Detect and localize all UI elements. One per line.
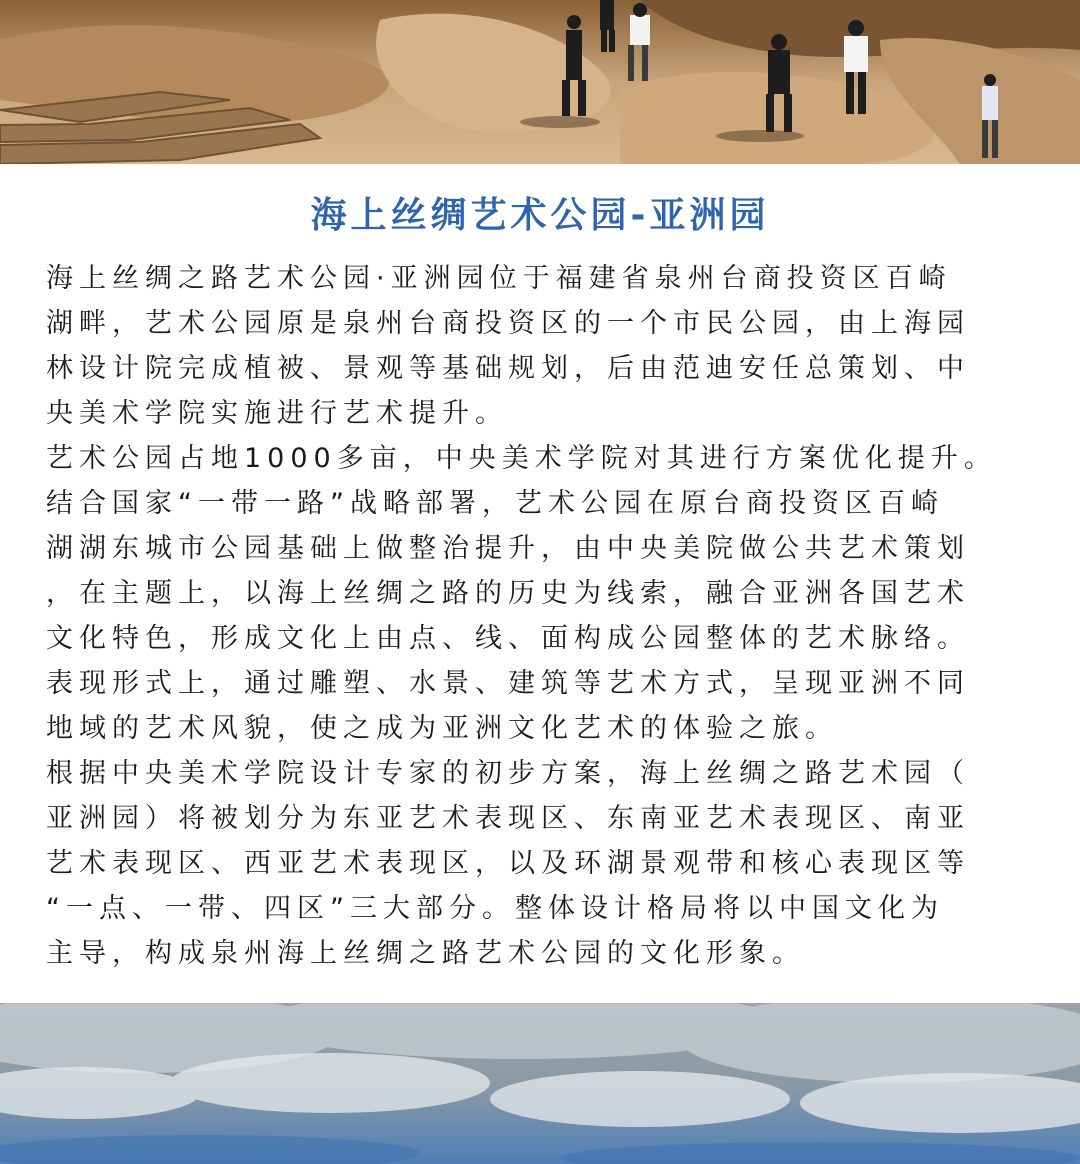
body-line: 艺术表现区、西亚艺术表现区，以及环湖景观带和核心表现区等 <box>46 848 970 879</box>
body-line: 海上丝绸之路艺术公园·亚洲园位于福建省泉州台商投资区百崎 <box>46 263 952 294</box>
body-line: 主导，构成泉州海上丝绸之路艺术公园的文化形象。 <box>46 938 805 969</box>
article-body <box>46 256 1046 976</box>
body-line: 结合国家“一带一路”战略部署，艺术公园在原台商投资区百崎 <box>46 488 944 519</box>
body-line: “一点、一带、四区”三大部分。整体设计格局将以中国文化为 <box>46 893 944 924</box>
top-photo-rocks <box>0 0 1080 164</box>
body-line: 表现形式上，通过雕塑、水景、建筑等艺术方式，呈现亚洲不同 <box>46 668 970 699</box>
article-section <box>0 164 1080 1003</box>
body-line: 地域的艺术风貌，使之成为亚洲文化艺术的体验之旅。 <box>46 713 838 744</box>
body-line: 林设计院完成植被、景观等基础规划，后由范迪安任总策划、中 <box>46 353 970 384</box>
body-line: 艺术公园占地1000多亩，中央美术学院对其进行方案优化提升。 <box>46 443 997 474</box>
body-line: 湖畔，艺术公园原是泉州台商投资区的一个市民公园，由上海园 <box>46 308 970 339</box>
bottom-photo-sky <box>0 1003 1080 1164</box>
sky-image <box>0 1003 1080 1164</box>
body-line: ，在主题上，以海上丝绸之路的历史为线索，融合亚洲各国艺术 <box>46 578 970 609</box>
body-line: 文化特色，形成文化上由点、线、面构成公园整体的艺术脉络。 <box>46 623 970 654</box>
body-line: 央美术学院实施进行艺术提升。 <box>46 398 508 429</box>
section-title: 海上丝绸艺术公园-亚洲园 <box>310 195 770 236</box>
body-line: 根据中央美术学院设计专家的初步方案，海上丝绸之路艺术园（ <box>46 758 970 789</box>
body-line: 亚洲园）将被划分为东亚艺术表现区、东南亚艺术表现区、南亚 <box>46 803 970 834</box>
body-line: 湖湖东城市公园基础上做整治提升，由中央美院做公共艺术策划 <box>46 533 970 564</box>
rock-landscape-image <box>0 0 1080 164</box>
